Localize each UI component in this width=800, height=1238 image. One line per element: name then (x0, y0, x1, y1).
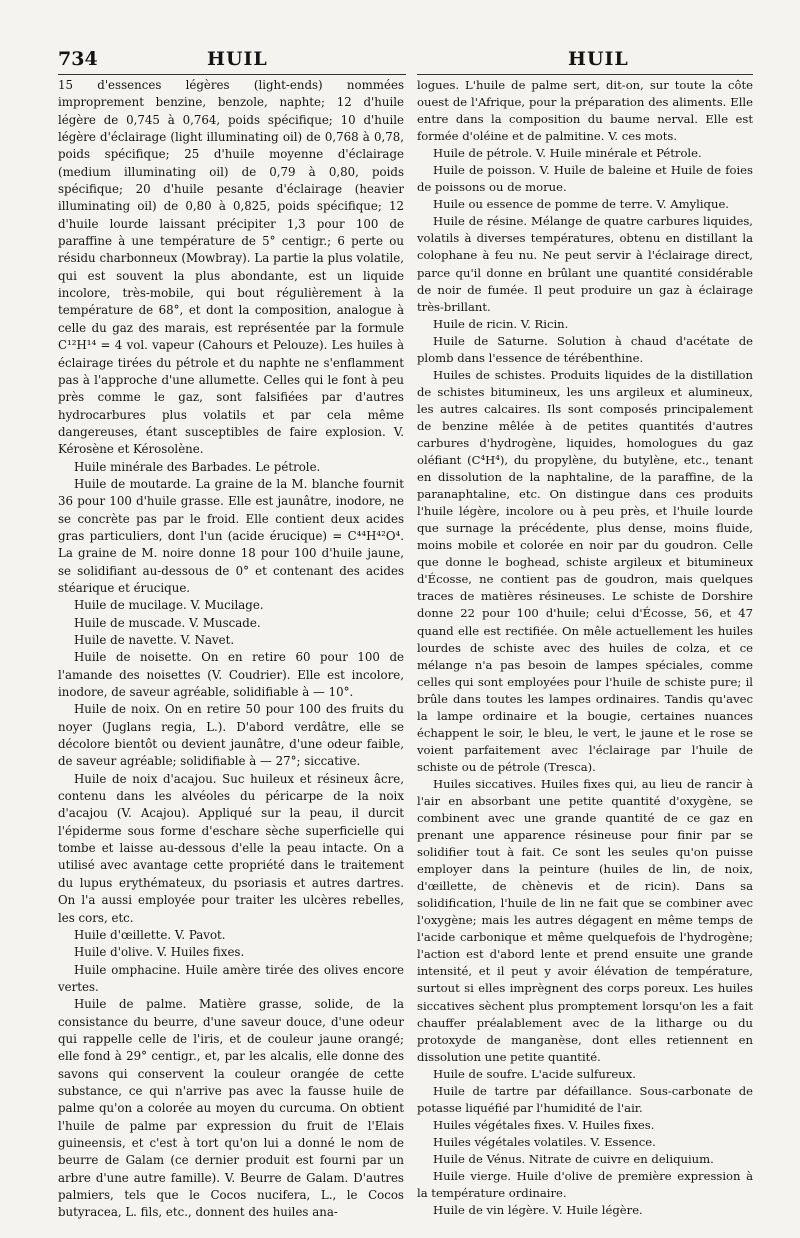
entry-paragraph: Huile de noix. On en retire 50 pour 100 des fruits du noyer (Juglans regia, L.). D'abord verdâtre, elle se décolore bientôt ou devient jaunâtre, d'une odeur faible, de saveur agréable; solidifiable à — 27°; siccative. (58, 702, 404, 769)
entry-paragraph: Huile de Saturne. Solution à chaud d'acétate de plomb dans l'essence de térébenthine. (417, 333, 753, 365)
entry-paragraph: Huile de navette. V. Navet. (74, 633, 235, 647)
entry-paragraph: Huile de moutarde. La graine de la M. blanche fournit 36 pour 100 d'huile grasse. Elle est jaunâtre, inodore, ne se concrète pas par le froid. Elle contient deux acides gras particuliers, dont l'un (acide érucique) = C⁴⁴H⁴²O⁴. La graine de M. noire donne 18 pour 100 d'huile jaune, se solidifiant au-dessous de 0° et contenant des acides stéarique et érucique. (58, 476, 404, 595)
entry-paragraph: Huile de poisson. V. Huile de baleine et Huile de foies de poissons ou de morue. (417, 163, 753, 195)
header-rule-left (58, 74, 406, 75)
entry-paragraph: Huile minérale des Barbades. Le pétrole. (74, 459, 321, 474)
entry-paragraph: Huile de soufre. L'acide sulfureux. (433, 1066, 636, 1081)
entry-paragraph: Huiles végétales fixes. V. Huiles fixes. (433, 1117, 655, 1132)
entry-paragraph: Huile de palme. Matière grasse, solide, de la consistance du beurre, d'une saveur douce, d'une odeur qui rappelle celle de l'iris, et de couleur jaune orangé; elle fond à 29° centigr., et, par les alcalis, elle donne des savons qui conservent la couleur orangée de cette substance, ce qui n'arrive pas avec la fausse huile de palme qu'on a colorée au moyen du curcuma. On obtient l'huile de palme par expression du fruit de l'Elais guineensis, et c'est à tort qu'on lui a donné le nom de beurre de Galam (ce dernier produit est fourni par un arbre d'une autre famille). V. Beurre de Galam. D'autres palmiers, tels que le Cocos nucifera, L., le Cocos butyracea, L. fils, etc., donnent des huiles ana- (58, 997, 404, 1220)
left-column (58, 77, 404, 1222)
entry-paragraph: Huile d'olive. V. Huiles fixes. (74, 945, 245, 960)
header-rule-right (417, 74, 753, 75)
entry-paragraph: Huile de noix d'acajou. Suc huileux et résineux âcre, contenu dans les alvéoles du péricarpe de la noix d'acajou (V. Acajou). Appliqué sur la peau, il durcit l'épiderme sous forme d'eschare sèche superficielle qui tombe et laisse au-dessous d'elle la peau intacte. On a utilisé avec avantage cette propriété dans le traitement du lupus erythémateux, du psoriasis et autres dartres. On l'a aussi employée pour traiter les ulcères rebelles, les cors, etc. (58, 771, 404, 925)
page-number: 734 (58, 48, 98, 70)
entry-paragraph: Huile de ricin. V. Ricin. (433, 316, 569, 331)
right-column (417, 77, 753, 1219)
running-head-right: HUIL (568, 48, 629, 70)
entry-paragraph: 15 d'essences légères (light-ends) nommées improprement benzine, benzole, naphte; 12 d'huile légère de 0,745 à 0,764, poids spécifique; 10 d'huile légère d'éclairage (light illuminating oil) de 0,768 à 0,78, poids spécifique; 25 d'huile moyenne d'éclairage (medium illuminating oil) de 0,79 à 0,80, poids spécifique; 20 d'huile pesante d'éclairage (heavier illuminating oil) de 0,80 à 0,825, poids spécifique; 12 d'huile lourde laissant précipiter 1,3 pour 100 de paraffine à une température de 5° centigr.; 6 perte ou résidu charbonneux (Mowbray). La partie la plus volatile, qui est souvent la plus abondante, est un liquide incolore, très-mobile, qui bout régulièrement à la température de 68°, et dont la composition, analogue à celle du gaz des marais, est représentée par la formule C¹²H¹⁴ = 4 vol. vapeur (Cahours et Pelouze). Les huiles à éclairage tirées du pétrole et du naphte ne s'enflamment pas à l'approche d'une allumette. Celles qui le font à peu près comme le gaz, sont falsifiées par d'autres hydrocarbures plus volatils et par cela même dangereuses, étant susceptibles de faire explosion. V. Kérosène et Kérosolène. (58, 78, 404, 457)
entry-paragraph: Huile vierge. Huile d'olive de première expression à la température ordinaire. (417, 1169, 753, 1201)
entry-paragraph: Huile d'œillette. V. Pavot. (74, 927, 226, 942)
entry-paragraph: Huiles siccatives. Huiles fixes qui, au lieu de rancir à l'air en absorbant une petite quantité d'oxygène, se combinent avec une grande quantité de ce gaz en prenant une apparence résineuse pour finir par se solidifier tout à fait. Ce sont les seules qu'on puisse employer dans la peinture (huiles de lin, de noix, d'œillette, de chènevis et de ricin). Dans sa solidification, l'huile de lin ne fait que se combiner avec l'oxygène; mais les autres dégagent en même temps de l'acide carbonique et même quelquefois de l'hydrogène; l'action est d'abord lente et prend ensuite une grande intensité, et il peut y avoir élévation de température, surtout si elles imprègnent des corps poreux. Les huiles siccatives sèchent plus promptement lorsqu'on les a fait chauffer préalablement avec de la litharge ou du protoxyde de manganèse, dont elles retiennent en dissolution une petite quantité. (417, 776, 753, 1064)
entry-paragraph: Huile de pétrole. V. Huile minérale et Pétrole. (433, 146, 702, 161)
entry-paragraph: Huile de Vénus. Nitrate de cuivre en deliquium. (433, 1151, 714, 1166)
running-head-left: HUIL (207, 48, 268, 70)
entry-paragraph: Huile ou essence de pomme de terre. V. Amylique. (433, 197, 729, 212)
entry-paragraph: Huile de mucilage. V. Mucilage. (74, 598, 264, 613)
entry-paragraph: Huiles de schistes. Produits liquides de la distillation de schistes bitumineux, les uns argileux et alumineux, les autres calcaires. Ils sont composés principalement de benzine mêlée à de petites quantités d'autres carbures d'hydrogène, liquides, homologues du gaz oléfiant (C⁴H⁴), du propylène, du butylène, etc., tenant en dissolution de la naphtaline, de la paraffine, de la paranaphtaline, etc. On distingue dans ces produits l'huile légère, incolore ou à peu près, et l'huile lourde que surnage la précédente, plus dense, moins fluide, moins mobile et colorée en noir par du goudron. Celle que donne le boghead, schiste argileux et bitumineux d'Écosse, ne contient pas de goudron, mais quelques traces de matières résineuses. Le schiste de Dorshire donne 22 pour 100 d'huile; celui d'Écosse, 56, et 47 quand elle est rectifiée. On mêle actuellement les huiles lourdes de schiste avec des huiles de colza, et ce mélange n'a pas besoin de lampes spéciales, comme celles qui sont employées pour l'huile de schiste pure; il brûle dans toutes les lampes ordinaires. Tandis qu'avec la lampe ordinaire et la bougie, certaines nuances échappent le soir, le bleu, le vert, le jaune et le rose se voient parfaitement avec l'éclairage par l'huile de schiste ou de pétrole (Tresca). (417, 367, 753, 774)
entry-paragraph: Huile de résine. Mélange de quatre carbures liquides, volatils à diverses températures, obtenu en distillant la colophane à feu nu. Ne peut servir à l'éclairage direct, parce qu'il donne en brûlant une quantité considérable de noir de fumée. Il peut produire un gaz à éclairage très-brillant. (417, 214, 753, 314)
entry-paragraph: Huile de noisette. On en retire 60 pour 100 de l'amande des noisettes (V. Coudrier). Elle est incolore, inodore, de saveur agréable, solidifiable à — 10°. (58, 650, 404, 700)
entry-paragraph: logues. L'huile de palme sert, dit-on, sur toute la côte ouest de l'Afrique, pour la préparation des aliments. Elle entre dans la composition du baume nerval. Elle est formée d'oléine et de palmitine. V. ces mots. (417, 78, 753, 144)
entry-paragraph: Huile de vin légère. V. Huile légère. (433, 1203, 643, 1218)
entry-paragraph: Huile de muscade. V. Muscade. (74, 615, 261, 630)
entry-paragraph: Huile omphacine. Huile amère tirée des olives encore vertes. (58, 962, 404, 994)
entry-paragraph: Huile de tartre par défaillance. Sous-carbonate de potasse liquéfié par l'humidité de l'air. (417, 1083, 753, 1115)
entry-paragraph: Huiles végétales volatiles. V. Essence. (433, 1134, 656, 1149)
